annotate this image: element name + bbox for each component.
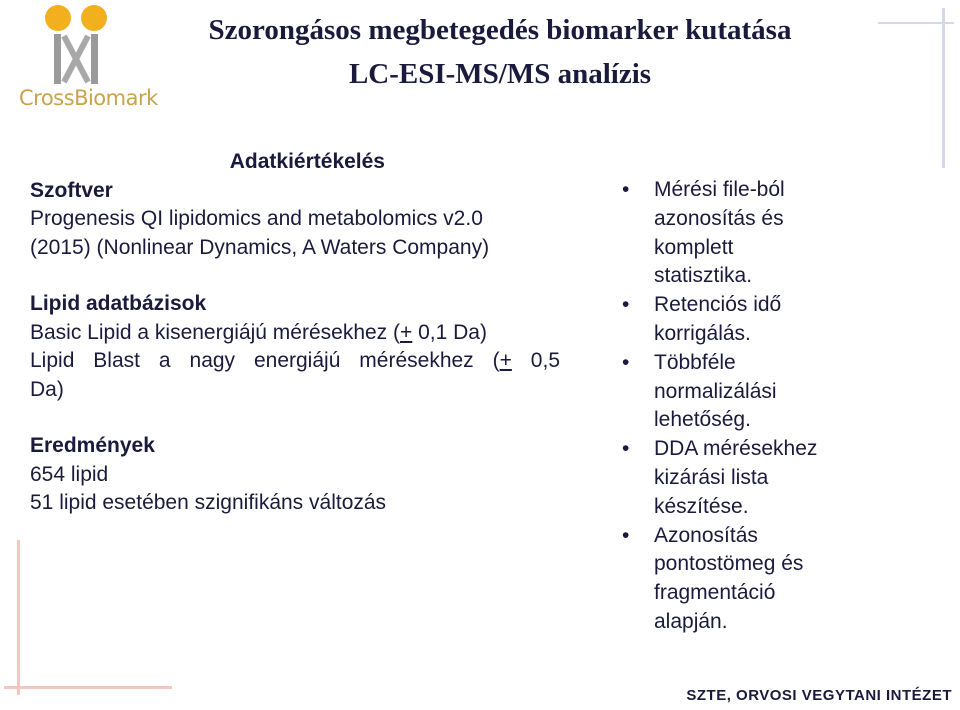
decorative-line <box>4 686 172 689</box>
title-line-2: LC-ESI-MS/MS analízis <box>348 58 652 90</box>
bullet-text-line: pontostömeg és <box>654 552 804 576</box>
lipid-db-heading: Lipid adatbázisok <box>30 292 207 315</box>
bullet-item <box>622 522 922 637</box>
lipid-db-line: Da) <box>30 377 64 401</box>
footer-institute: SZTE, ORVOSI VEGYTANI INTÉZET <box>686 687 952 704</box>
bullet-text-line: Retenciós idő <box>654 293 782 317</box>
decorative-line <box>942 8 945 168</box>
slide-title <box>140 8 860 96</box>
crossbiomark-logo-mark <box>14 2 144 92</box>
feature-bullet-list <box>622 176 922 637</box>
bullet-item <box>622 176 922 291</box>
bullet-text-line: kizárási lista <box>654 465 769 489</box>
bullet-icon: • <box>622 437 630 461</box>
bullet-text-line: alapján. <box>654 609 728 633</box>
decorative-line <box>878 22 954 24</box>
software-line: Progenesis QI lipidomics and metabolomics v2.0 <box>30 207 483 230</box>
bullet-text-line: normalizálási <box>654 379 777 403</box>
section-heading: Adatkiértékelés <box>229 150 385 173</box>
bullet-item <box>622 291 922 349</box>
bullet-text-line: korrigálás. <box>654 321 751 345</box>
bullet-text-line: Azonosítás <box>654 523 758 547</box>
logo-wordmark: CrossBiomark <box>19 86 158 110</box>
bullet-text-line: DDA mérésekhez <box>654 437 818 461</box>
bullet-icon: • <box>622 293 630 317</box>
results-heading: Eredmények <box>30 434 155 457</box>
bullet-icon: • <box>622 178 630 201</box>
results-line: 51 lipid esetében szignifikáns változás <box>30 491 387 514</box>
bullet-icon: • <box>622 350 630 374</box>
bullet-text-line: fragmentáció <box>654 581 776 605</box>
bullet-text-line: Többféle <box>654 350 736 374</box>
data-evaluation-section <box>30 148 560 518</box>
bullet-text-line: azonosítás és <box>654 206 784 230</box>
software-line: (2015) (Nonlinear Dynamics, A Waters Company) <box>30 235 490 259</box>
bullet-text-line: komplett <box>654 235 734 259</box>
bullet-item <box>622 349 922 435</box>
lipid-db-line: Basic Lipid a kisenergiájú mérésekhez (+ 0,1 Da) <box>30 320 487 344</box>
title-line-1: Szorongásos megbetegedés biomarker kutatása <box>208 14 792 46</box>
software-heading: Szoftver <box>30 178 113 202</box>
bullet-text-line: készítése. <box>654 494 749 518</box>
bullet-text-line: statisztika. <box>654 264 753 288</box>
decorative-line <box>17 540 20 695</box>
results-line: 654 lipid <box>30 462 109 486</box>
bullet-text-line: lehetőség. <box>654 408 751 432</box>
lipid-db-line: Lipid Blast a nagy energiájú mérésekhez (+ 0,5 <box>30 349 560 372</box>
bullet-text-line: Mérési file-ból <box>654 178 785 201</box>
bullet-item <box>622 435 922 521</box>
bullet-icon: • <box>622 523 630 547</box>
